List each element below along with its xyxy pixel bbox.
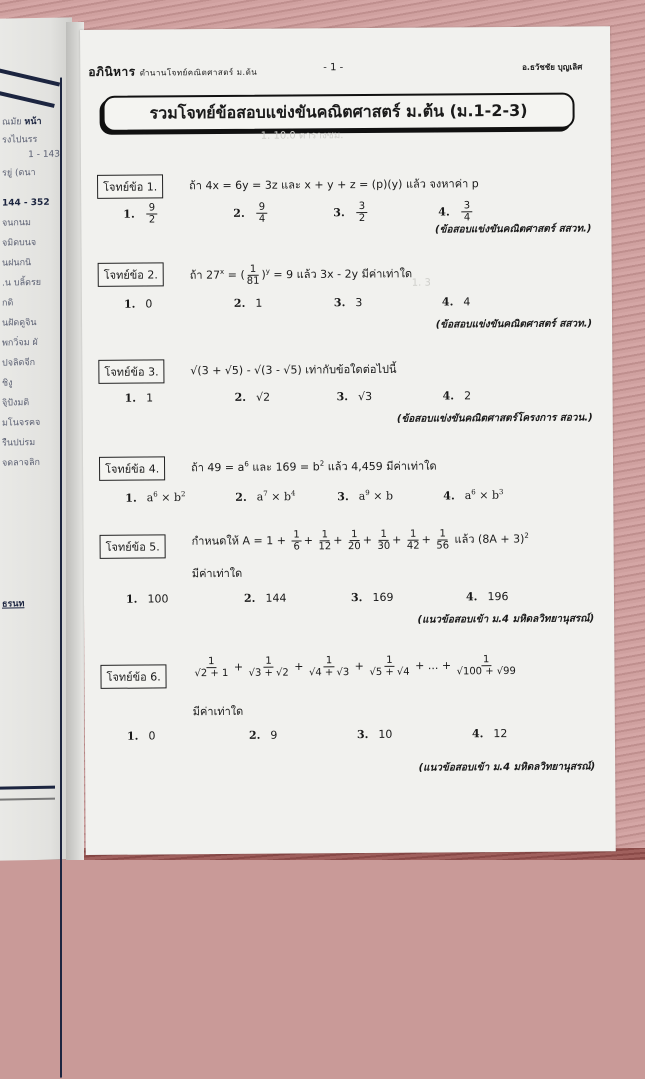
left-page-line: จมิดบนจ	[2, 237, 37, 249]
left-page-line: รงไปนรร	[2, 134, 38, 146]
question-text-line2: มีค่าเท่าใด	[191, 566, 243, 581]
option-3[interactable]: 3. 10	[356, 727, 393, 742]
author-name: อ.ธวัชชัย บุญเลิศ	[522, 62, 583, 72]
question-source: (ข้อสอบแข่งขันคณิตศาสตร์ สสวท.)	[435, 318, 593, 331]
question-3	[98, 356, 602, 379]
question-text: กำหนดให้ A = 1 + $\frac{1}{6}$ + $\frac{1}{12}$ + $\frac{1}{20}$ + $\frac{1}{30}$ + $\frac{1}{42}$ + $\frac{1}{56}$ แล้ว $(8A + 3)^2$	[191, 528, 529, 553]
worksheet-page	[80, 26, 616, 855]
option-1[interactable]: 1. 0	[123, 297, 153, 311]
page-title: รวมโจทย์ข้อสอบแข่งขันคณิตศาสตร์ ม.ต้น (ม.1-2-3)	[102, 93, 574, 132]
bleed-through-text: 1. 10.0 ตารางซม.	[260, 130, 344, 142]
question-text: ถ้า $27^x$ = ( $\frac{1}{81}$ )$^y$ = 9 แล้ว 3x - 2y มีค่าเท่าใด	[189, 263, 413, 287]
option-4[interactable]: 4. 4	[441, 295, 471, 309]
option-2[interactable]: 2. √2	[234, 390, 271, 404]
answer-options	[125, 488, 545, 513]
left-page-line: จดลาจลิก	[2, 457, 40, 469]
option-4[interactable]: 4. $a^6 \times b^3$	[443, 488, 504, 503]
left-page-frame	[0, 78, 62, 1079]
left-page-line: จนกนม	[2, 218, 31, 229]
bleed-through-text: 1. 3	[411, 277, 431, 289]
left-page-line: .น บลิ้ดรย	[2, 277, 42, 289]
left-page-heading: ณมัย หน้า	[2, 116, 42, 128]
option-2[interactable]: 2. 9	[248, 728, 278, 742]
page-header	[88, 59, 600, 79]
answer-options	[123, 200, 543, 225]
question-text: √(3 + √5) - √(3 - √5) เท่ากับข้อใดต่อไปนี้	[190, 362, 397, 378]
option-3[interactable]: 3. √3	[336, 389, 373, 404]
option-3[interactable]: 3. $a^9 \times b$	[337, 488, 394, 503]
left-page-line: จฺิปังมดิ	[2, 398, 30, 409]
left-page-line: พกวิ่จม ผั	[2, 337, 38, 349]
question-label: โจทย์ข้อ 1.	[97, 174, 163, 198]
question-label: โจทย์ข้อ 3.	[98, 359, 164, 383]
left-page-range-1: 1 - 143	[28, 149, 60, 161]
question-label: โจทย์ข้อ 5.	[100, 534, 166, 558]
question-label: โจทย์ข้อ 4.	[99, 456, 165, 480]
question-text-line2: มีค่าเท่าใด	[192, 704, 244, 719]
option-4[interactable]: 4. 12	[471, 727, 508, 741]
left-page-line: กดิ	[2, 298, 14, 309]
page-number: - 1 -	[323, 62, 344, 74]
question-1	[97, 171, 601, 194]
option-2[interactable]: 2. $\frac{9}{4}$	[233, 201, 266, 225]
left-page-line: ปจลิดจีก	[2, 358, 36, 369]
answer-options	[125, 389, 545, 414]
question-text: ถ้า 4x = 6y = 3z และ x + y + z = (p)(y) แล้ว จงหาค่า p	[189, 177, 479, 193]
book-subtitle: ตำนานโจทย์คณิตศาสตร์ ม.ต้น	[139, 67, 258, 78]
answer-options	[126, 590, 546, 615]
left-facing-page	[0, 17, 72, 860]
question-label: โจทย์ข้อ 2.	[98, 262, 164, 286]
option-4[interactable]: 4. $\frac{3}{4}$	[438, 200, 471, 224]
question-source: (ข้อสอบแข่งขันคณิตศาสตร์โครงการ สอวน.)	[396, 412, 593, 425]
option-2[interactable]: 2. $a^7 \times b^4$	[235, 489, 296, 504]
option-3[interactable]: 3. 169	[350, 590, 394, 605]
question-source: (แนวข้อสอบเข้า ม.4 มหิดลวิทยานุสรณ์)	[417, 613, 595, 626]
option-2[interactable]: 2. 144	[243, 591, 287, 605]
left-page-line: นฝัดดูจิน	[2, 317, 37, 329]
option-3[interactable]: 3. $\frac{3}{2}$	[333, 201, 366, 225]
question-source: (ข้อสอบแข่งขันคณิตศาสตร์ สสวท.)	[434, 223, 592, 236]
left-page-line: ชิงู	[2, 378, 13, 389]
option-1[interactable]: 1. $\frac{9}{2}$	[123, 202, 156, 226]
question-4	[99, 453, 603, 476]
option-1[interactable]: 1. $a^6 \times b^2$	[125, 490, 186, 505]
left-page-line: รืนปบ่รม	[2, 438, 36, 449]
option-1[interactable]: 1. 100	[125, 592, 169, 606]
answer-options	[124, 295, 544, 320]
left-page-line: นฝนกนิ	[2, 258, 32, 269]
left-page-line: รยู่ (ดนา	[2, 168, 36, 179]
brand-title: อภินิหาร ตำนานโจทย์คณิตศาสตร์ ม.ต้น	[88, 64, 258, 79]
question-5	[100, 528, 604, 581]
answer-options	[127, 727, 547, 752]
option-1[interactable]: 1. 0	[126, 729, 156, 743]
question-text: $\frac{1}{√2 + 1}$ + $\frac{1}{√3 + √2}$ + $\frac{1}{√4 + √3}$ + $\frac{1}{√5 + √4}$ + ... + $\frac{1}{√100 + √99}$	[194, 654, 516, 680]
question-label: โจทย์ข้อ 6.	[100, 664, 166, 688]
left-page-range-2: 144 - 352	[2, 197, 50, 209]
left-page-line: มโนจรคจ	[2, 417, 41, 429]
option-3[interactable]: 3. 3	[333, 296, 363, 310]
option-4[interactable]: 4. 196	[465, 590, 509, 604]
question-source: (แนวข้อสอบเข้า ม.4 มหิดลวิทยานุสรณ์)	[418, 761, 596, 774]
option-4[interactable]: 4. 2	[442, 389, 472, 403]
option-2[interactable]: 2. 1	[233, 296, 263, 310]
option-1[interactable]: 1. 1	[124, 391, 154, 405]
question-6	[100, 654, 604, 719]
left-page-footer-word: ธรนท	[2, 599, 25, 610]
question-text: ถ้า $49 = a^6$ และ $169 = b^2$ แล้ว 4,459 มีค่าเท่าใด	[191, 459, 437, 475]
